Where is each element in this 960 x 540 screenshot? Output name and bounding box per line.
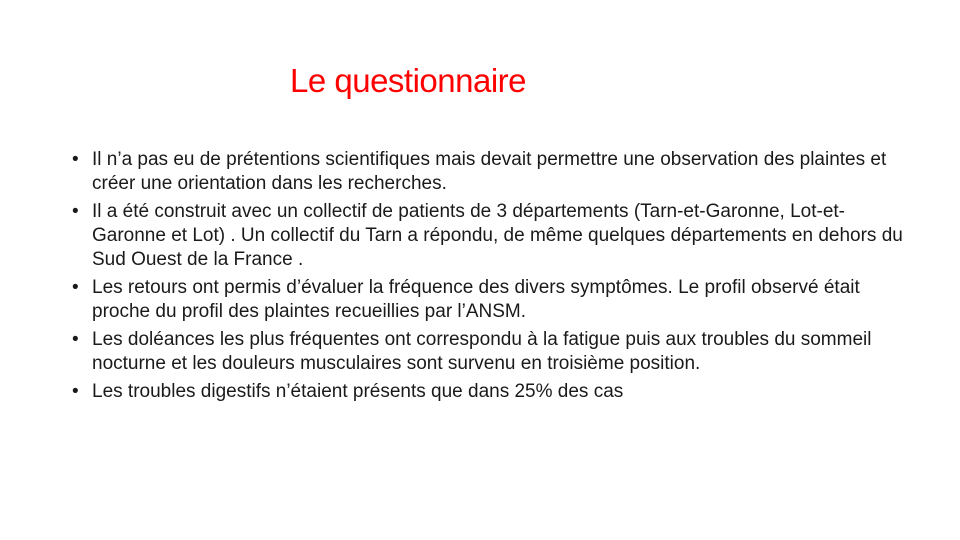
bullet-item [70,200,910,272]
bullet-marker: • [72,329,79,350]
bullet-text: Il n’a pas eu de prétentions scientifiques mais devait permettre une observation des plaintes et créer une orientation dans les recherches. [92,149,887,194]
bullet-text: Les doléances les plus fréquentes ont correspondu à la fatigue puis aux troubles du sommeil nocturne et les douleurs musculaires sont survenu en troisième position. [92,329,872,374]
bullet-marker: • [72,149,79,170]
slide-title: Le questionnaire [290,62,527,99]
bullet-marker: • [72,381,79,402]
bullet-item [70,148,910,196]
bullet-text: Il a été construit avec un collectif de patients de 3 départements (Tarn-et-Garonne, Lot-et-Garonne et Lot) . Un collectif du Tarn a répondu, de même quelques départements en dehors du Sud Ouest de la France . [92,201,903,270]
bullet-item [70,380,910,404]
bullet-item [70,328,910,376]
bullet-list [70,148,910,408]
bullet-text: Les troubles digestifs n’étaient présents que dans 25% des cas [92,381,624,402]
bullet-item [70,276,910,324]
bullet-text: Les retours ont permis d’évaluer la fréquence des divers symptômes. Le profil observé était proche du profil des plaintes recueillies par l’ANSM. [92,277,860,322]
bullet-marker: • [72,277,79,298]
bullet-marker: • [72,201,79,222]
